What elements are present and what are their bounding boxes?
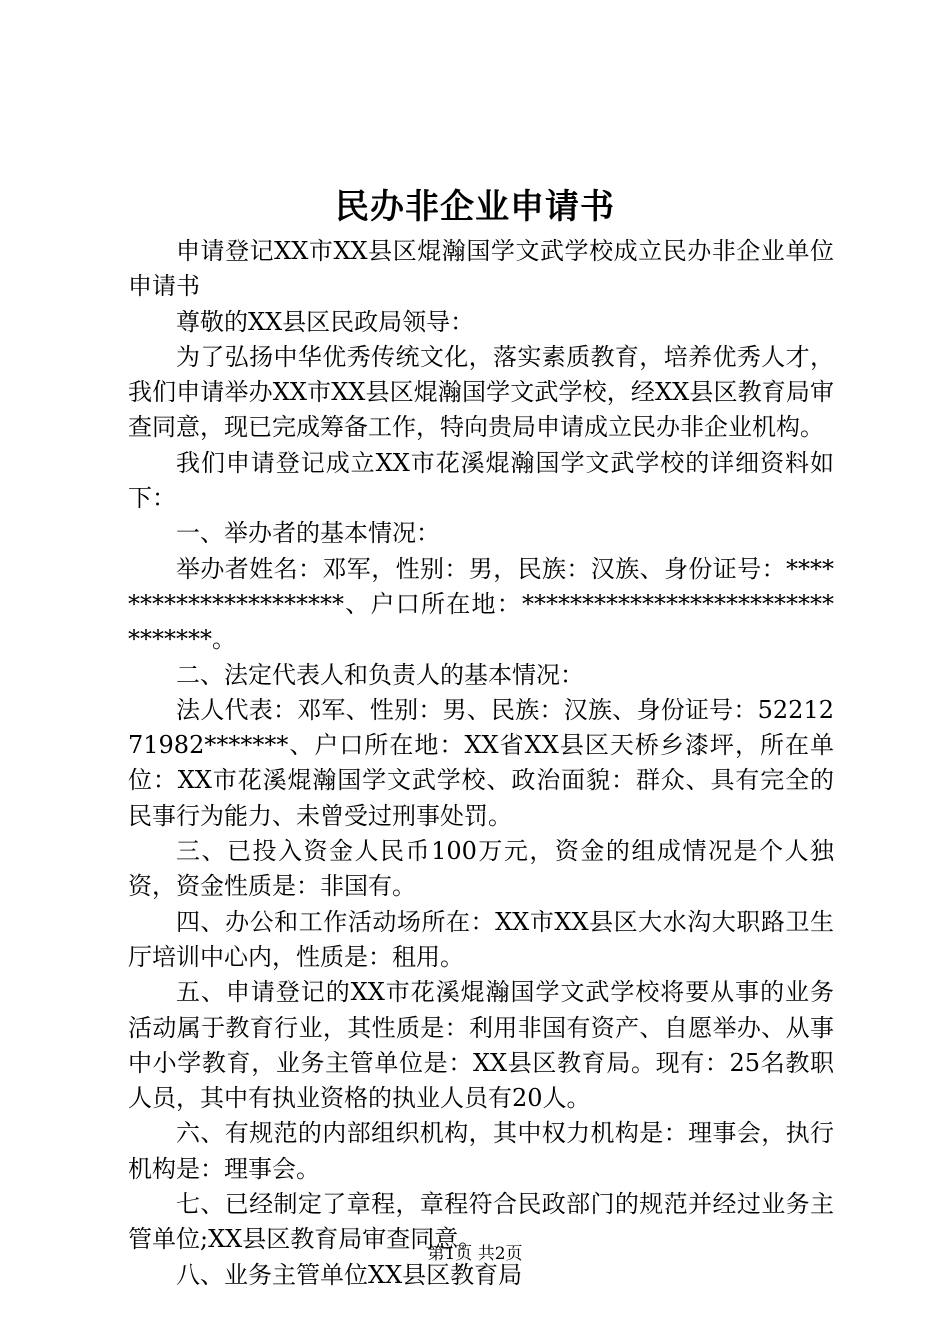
paragraph-section-8-supervisor: 八、业务主管单位XX县区教育局 (176, 1260, 523, 1289)
paragraph-section-7-charter: 七、已经制定了章程，章程符合民政部门的规范并经过业务主管单位;XX县区教育局审查同意。 (128, 1190, 834, 1254)
paragraph-section-4-premises: 四、办公和工作活动场所在：XX市XX县区大水沟大职路卫生厅培训中心内，性质是：租用。 (128, 907, 834, 971)
paragraph-section-2-heading: 二、法定代表人和负责人的基本情况： (176, 660, 584, 689)
paragraph-details-intro: 我们申请登记成立XX市花溪焜瀚国学文武学校的详细资料如下： (128, 448, 834, 513)
paragraph-section-3-funds: 三、已投入资金人民币100万元，资金的组成情况是个人独资，资金性质是：非国有。 (128, 837, 834, 901)
paragraph-section-1-heading: 一、举办者的基本情况： (176, 519, 440, 548)
paragraph-purpose: 为了弘扬中华优秀传统文化，落实素质教育，培养优秀人才，我们申请举办XX市XX县区焜瀚国学文武学校，经XX县区教育局审查同意，现已完成筹备工作，特向贵局申请成立民办非企业机构。 (128, 342, 834, 442)
paragraph-section-6-organization: 六、有规范的内部组织机构，其中权力机构是：理事会，执行机构是：理事会。 (128, 1119, 834, 1183)
paragraph-application-heading: 申请登记XX市XX县区焜瀚国学文武学校成立民办非企业单位申请书 (128, 237, 834, 301)
paragraph-legal-representative-info: 法人代表：邓军、性别：男、民族：汉族、身份证号：5221271982*******、户口所在地：XX省XX县区天桥乡漆坪，所在单位：XX市花溪焜瀚国学文武学校、政治面貌：群众、具有完全的民事行为能力、未曾受过刑事处罚。 (128, 695, 834, 830)
document-body (128, 234, 834, 1293)
document-title: 民办非企业申请书 (335, 187, 615, 227)
paragraph-salutation: 尊敬的XX县区民政局领导： (176, 307, 475, 336)
page-footer: 第1页 共2页 (427, 1244, 523, 1264)
paragraph-section-5-business: 五、申请登记的XX市花溪焜瀚国学文武学校将要从事的业务活动属于教育行业，其性质是：利用非国有资产、自愿举办、从事中小学教育，业务主管单位是：XX县区教育局。现有：25名教职人员，其中有执业资格的执业人员有20人。 (128, 978, 834, 1113)
paragraph-organizer-info: 举办者姓名：邓军，性别：男，民族：汉族、身份证号：**********************、户口所在地：*********************************。 (128, 554, 834, 654)
